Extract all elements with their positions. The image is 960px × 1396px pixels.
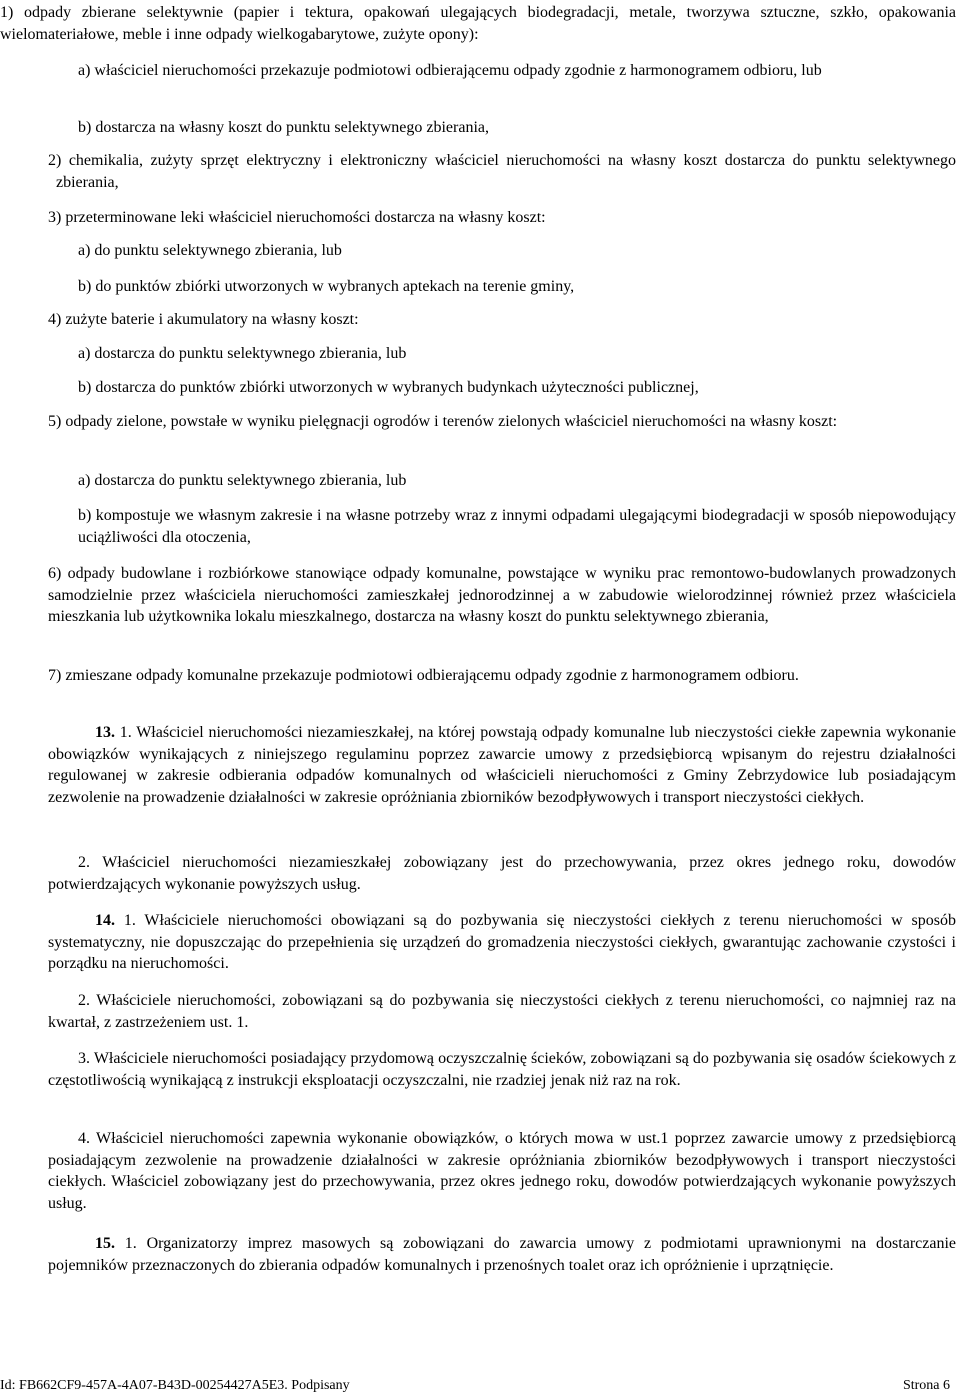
list-item-7: 7) zmieszane odpady komunalne przekazuje podmiotowi odbierającemu odpady zgodnie z harmonogramem odbioru.	[48, 667, 799, 684]
section-15-paragraph-1	[48, 1233, 956, 1276]
document-id: Id: FB662CF9-457A-4A07-B43D-00254427A5E3. Podpisany	[0, 1378, 350, 1393]
list-item-4: 4) zużyte baterie i akumulatory na własny koszt:	[48, 311, 359, 328]
list-item-3: 3) przeterminowane leki właściciel nieruchomości dostarcza na własny koszt:	[48, 209, 546, 226]
section-13-paragraph-2: 2. Właściciel nieruchomości niezamieszkałej zobowiązany jest do przechowywania, przez okres jednego roku, dowodów potwierdzających wykonanie powyższych usług.	[48, 854, 956, 893]
section-14-paragraph-4: 4. Właściciel nieruchomości zapewnia wykonanie obowiązków, o których mowa w ust.1 poprzez zawarcie umowy z przedsiębiorcą posiadającym zezwolenie na prowadzenie działalności w zakresie opróżniania zbiorników bezodpływowych i transport nieczystości ciekłych. Właściciel zobowiązany jest do przechowywania, przez okres jednego roku, dowodów potwierdzających wykonanie powyższych usług.	[48, 1130, 956, 1212]
list-item-3b: b) do punktów zbiórki utworzonych w wybranych aptekach na terenie gminy,	[78, 278, 575, 295]
list-item-6: 6) odpady budowlane i rozbiórkowe stanowiące odpady komunalne, powstające w wyniku prac remontowo-budowlanych prowadzonych samodzielnie przez właściciela nieruchomości zamieszkałej jednorodzinnej a w zabudowie wielorodzinnej również przez właściciela mieszkania lub użytkownika lokalu mieszkalnego, dostarcza na własny koszt do punktu selektywnego zbierania,	[48, 565, 956, 626]
page-footer	[0, 1376, 960, 1396]
section-14-number: 14.	[95, 912, 115, 929]
page-number: Strona 6	[902, 1378, 950, 1393]
list-item-1b: b) dostarcza na własny koszt do punktu selektywnego zbierania,	[78, 119, 489, 136]
section-14-paragraph-3: 3. Właściciele nieruchomości posiadający przydomową oczyszczalnię ścieków, zobowiązani są do pozbywania się osadów ściekowych z częstotliwością wynikającą z instrukcji eksploatacji oczyszczalni, nie rzadziej jenak niż raz na rok.	[48, 1050, 956, 1089]
section-13-number: 13.	[95, 724, 115, 741]
list-item-2: 2) chemikalia, zużyty sprzęt elektryczny i elektroniczny właściciel nieruchomości na własny koszt dostarcza do punktu selektywnego zbierania,	[48, 152, 956, 191]
section-15-text-1: 1. Organizatorzy imprez masowych są zobowiązani do zawarcia umowy z podmiotami uprawnionymi na dostarczanie pojemników przeznaczonych do zbierania odpadów komunalnych i przenośnych toalet oraz ich opróżnienie i uprzątnięcie.	[48, 1235, 957, 1274]
list-item-1: 1) odpady zbierane selektywnie (papier i tektura, opakowań ulegających biodegradacji, metale, tworzywa sztuczne, szkło, opakowania wielomateriałowe, meble i inne odpady wielkogabarytowe, zużyte opony):	[0, 4, 956, 43]
list-item-4b: b) dostarcza do punktów zbiórki utworzonych w wybranych budynkach użyteczności publicznej,	[78, 379, 699, 396]
section-15-number: 15.	[95, 1235, 115, 1252]
list-item-5b: b) kompostuje we własnym zakresie i na własne potrzeby wraz z innymi odpadami ulegającymi biodegradacji w sposób niepowodujący uciążliwości dla otoczenia,	[78, 507, 956, 546]
section-14-paragraph-2: 2. Właściciele nieruchomości, zobowiązani są do pozbywania się nieczystości ciekłych z terenu nieruchomości, co najmniej raz na kwartał, z zastrzeżeniem ust. 1.	[48, 992, 956, 1031]
list-item-3a: a) do punktu selektywnego zbierania, lub	[78, 242, 342, 259]
list-item-5a: a) dostarcza do punktu selektywnego zbierania, lub	[78, 472, 407, 489]
section-13-paragraph-1	[48, 722, 956, 808]
section-14-paragraph-1	[48, 910, 956, 975]
list-item-1a: a) właściciel nieruchomości przekazuje podmiotowi odbierającemu odpady zgodnie z harmonogramem odbioru, lub	[78, 62, 822, 79]
list-item-5: 5) odpady zielone, powstałe w wyniku pielęgnacji ogrodów i terenów zielonych właściciel nieruchomości na własny koszt:	[48, 413, 838, 430]
list-item-4a: a) dostarcza do punktu selektywnego zbierania, lub	[78, 345, 407, 362]
section-13-text-1: 1. Właściciel nieruchomości niezamieszkałej, na której powstają odpady komunalne lub nieczystości ciekłe zapewnia wykonanie obowiązków wynikających z niniejszego regulaminu poprzez zawarcie umowy z przedsiębiorcą wpisanym do rejestru działalności regulowanej w zakresie odbierania odpadów komunalnych od właścicieli nieruchomości z Gminy Zebrzydowice lub posiadającym zezwolenie na prowadzenie działalności w zakresie opróżniania zbiorników bezodpływowych i transport nieczystości ciekłych.	[48, 724, 956, 806]
section-14-text-1: 1. Właściciele nieruchomości obowiązani są do pozbywania się nieczystości ciekłych z terenu nieruchomości w sposób systematyczny, nie dopuszczając do przepełnienia się urządzeń do gromadzenia nieczystości ciekłych, gwarantując zachowanie czystości i porządku na nieruchomości.	[48, 912, 956, 973]
